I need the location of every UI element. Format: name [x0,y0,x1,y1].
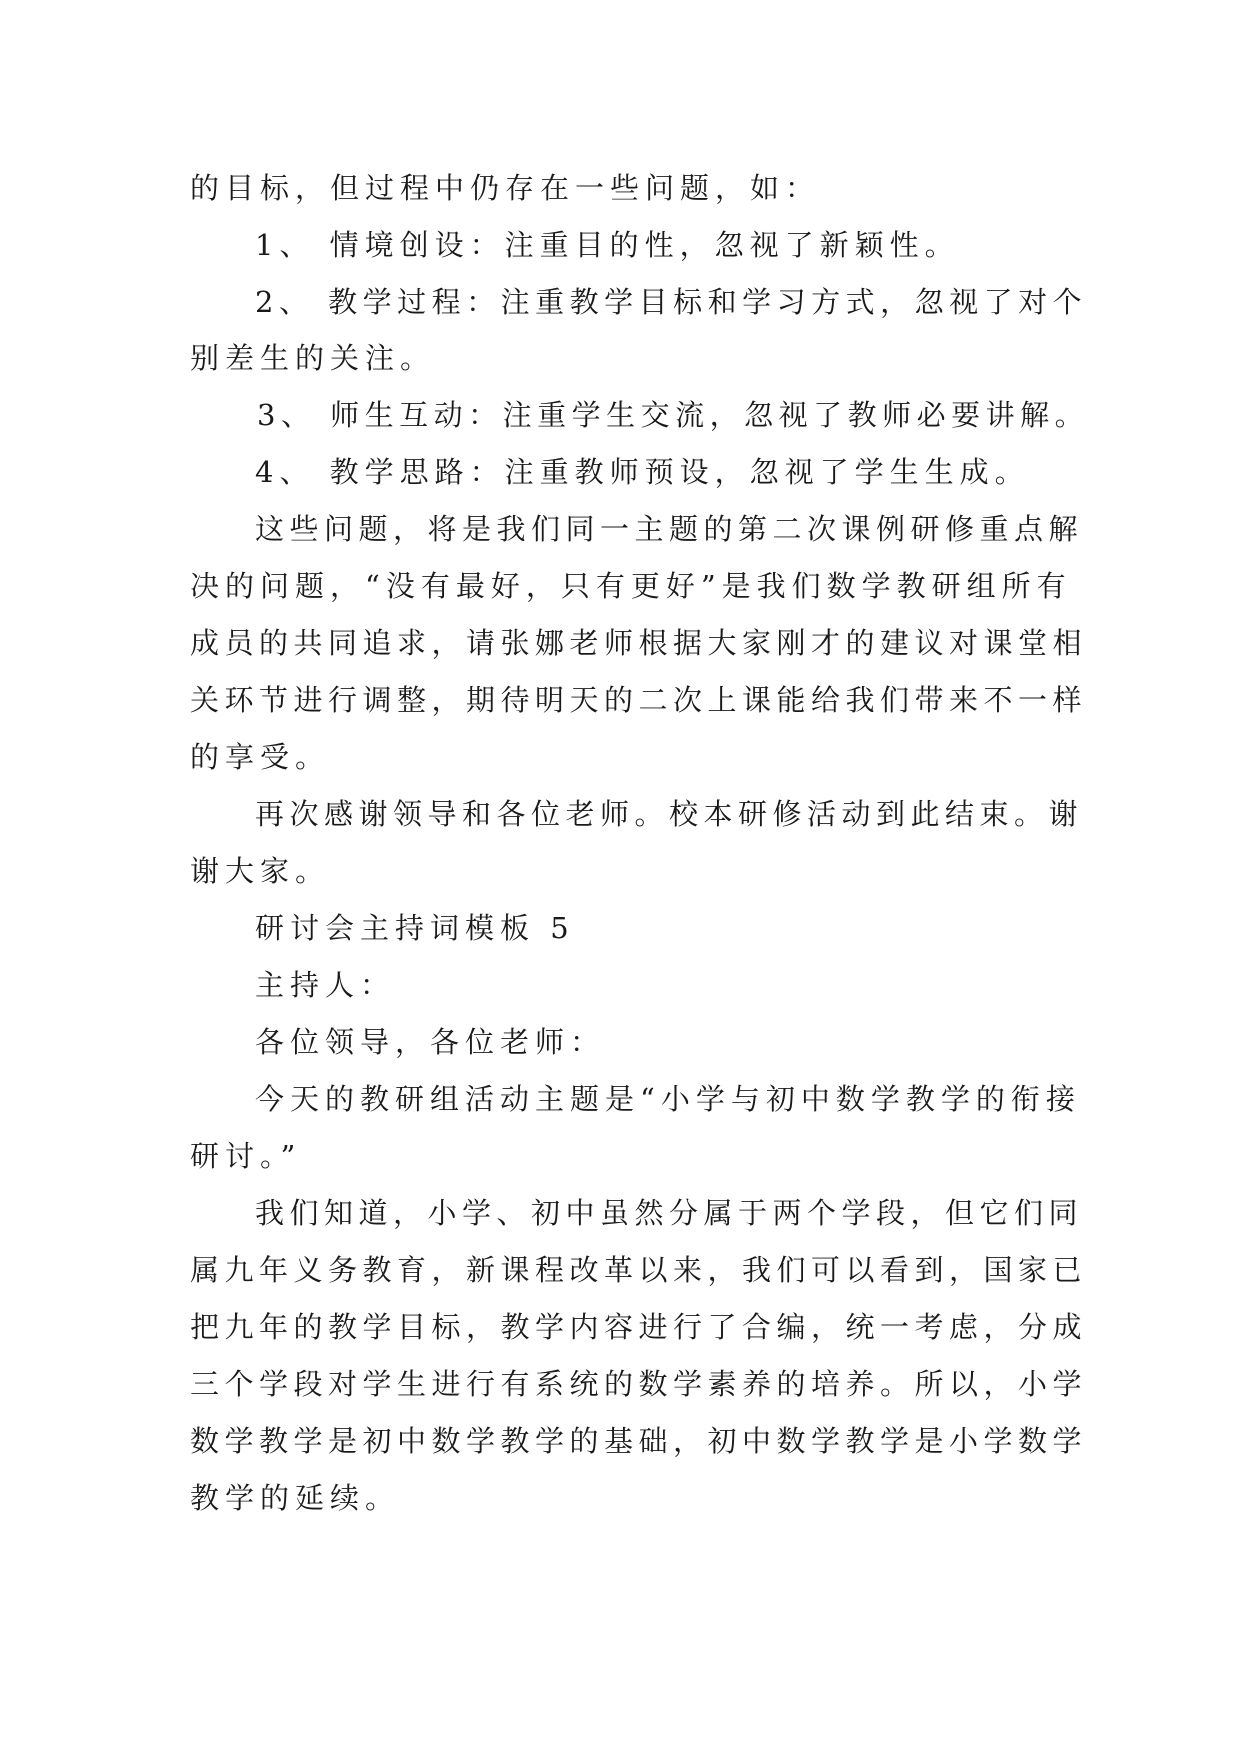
list-item [0,215,1241,275]
line-text: 2、 教学过程：注重教学目标和学习方式，忽视了对个 [255,285,1088,319]
line-text: 谢大家。 [190,854,331,888]
line-text: 属九年义务教育，新课程改革以来，我们可以看到，国家已 [190,1253,1088,1287]
list-item [0,385,1241,445]
line-text: 研讨会主持词模板 5 [255,911,575,945]
text-line [0,1069,1241,1129]
line-text: 教学的延续。 [190,1481,401,1515]
line-text: 数学教学是初中数学教学的基础，初中数学教学是小学数学 [190,1424,1088,1458]
line-text: 的享受。 [190,740,331,774]
line-text: 这些问题，将是我们同一主题的第二次课例研修重点解 [255,512,1084,546]
text-line [0,1354,1241,1414]
text-line [0,727,1241,787]
line-text: 1、 情境创设：注重目的性，忽视了新颖性。 [255,228,960,262]
text-line [0,1468,1241,1528]
line-text: 三个学段对学生进行有系统的数学素养的培养。所以，小学 [190,1367,1088,1401]
text-line [0,499,1241,559]
line-text: 的目标，但过程中仍存在一些问题，如： [190,171,821,205]
text-line [0,1240,1241,1300]
line-text: 3、 师生互动：注重学生交流，忽视了教师必要讲解。 [257,398,1090,432]
line-text: 今天的教研组活动主题是“小学与初中数学教学的衔接 [255,1082,1081,1116]
section-heading [0,898,1241,958]
list-item [0,442,1241,502]
text-line [0,670,1241,730]
text-line [0,955,1241,1015]
line-text: 决的问题，“没有最好，只有更好”是我们数学教研组所有 [190,569,1072,603]
text-line [0,784,1241,844]
text-line [0,556,1241,616]
text-line [0,1012,1241,1072]
line-text: 研讨。” [190,1139,302,1173]
line-text: 别差生的关注。 [190,341,436,375]
line-text: 主持人： [255,968,396,1002]
text-line [0,613,1241,673]
text-line [0,158,1241,218]
line-text: 各位领导，各位老师： [255,1025,606,1059]
line-text: 我们知道，小学、初中虽然分属于两个学段，但它们同 [255,1196,1084,1230]
line-text: 关环节进行调整，期待明天的二次上课能给我们带来不一样 [190,683,1088,717]
text-line [0,1183,1241,1243]
text-line [0,1411,1241,1471]
line-text: 再次感谢领导和各位老师。校本研修活动到此结束。谢 [255,797,1084,831]
list-item [0,272,1241,332]
text-line [0,1126,1241,1186]
text-line [0,841,1241,901]
text-line [0,1297,1241,1357]
line-text: 成员的共同追求，请张娜老师根据大家刚才的建议对课堂相 [190,626,1088,660]
text-line [0,328,1241,388]
line-text: 把九年的教学目标，教学内容进行了合编，统一考虑，分成 [190,1310,1088,1344]
line-text: 4、 教学思路：注重教师预设，忽视了学生生成。 [255,455,1030,489]
